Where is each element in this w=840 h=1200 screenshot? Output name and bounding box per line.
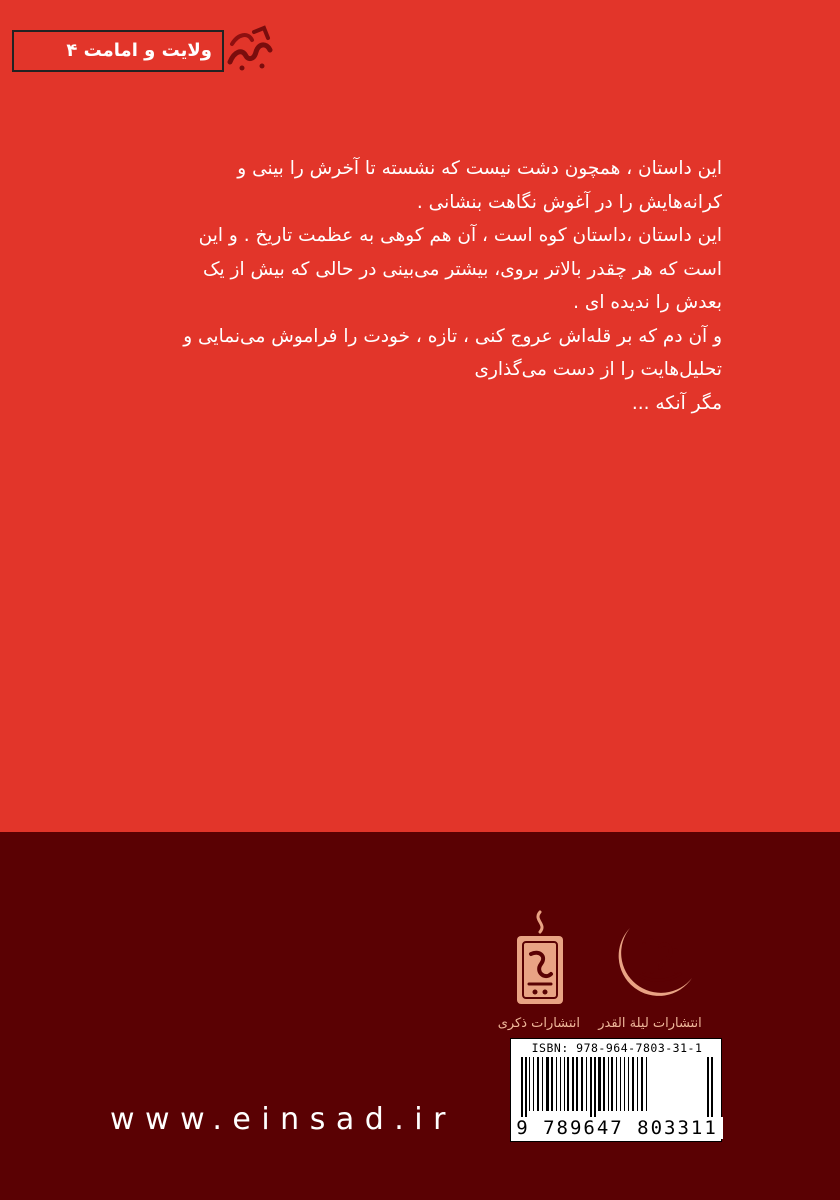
publisher-zekri	[497, 910, 580, 1031]
series-title-bar	[12, 30, 224, 72]
barcode-bar	[586, 1057, 587, 1111]
barcode-bar	[624, 1057, 625, 1111]
barcode-bar	[628, 1057, 629, 1111]
blurb-line: و آن دم که بر قله‌اش عروج کنی ، تازه ، خودت را فراموش می‌نمایی و	[183, 325, 722, 347]
barcode-bar	[581, 1057, 583, 1111]
blurb-text	[132, 152, 722, 420]
barcode-bar	[521, 1057, 523, 1119]
zekri-logo-icon	[511, 910, 569, 1010]
barcode-bar	[590, 1057, 592, 1119]
barcode-bar	[542, 1057, 543, 1111]
barcode-bar	[564, 1057, 565, 1111]
blurb-line: این داستان ، همچون دشت نیست که نشسته تا آخرش را بینی و	[237, 158, 722, 179]
blurb-line: است که هر چقدر بالاتر بروی، بیشتر می‌بینی در حالی که بیش از یک	[202, 258, 722, 280]
publisher-zekri-label: انتشارات ذکری	[497, 1016, 580, 1031]
barcode-bar	[525, 1057, 527, 1119]
blurb-line: مگر آنکه ...	[631, 392, 722, 414]
barcode-bar	[546, 1057, 549, 1111]
barcode-bar	[576, 1057, 578, 1111]
blurb-line: تحلیل‌هایت را از دست می‌گذاری	[474, 359, 722, 380]
barcode-bars	[519, 1057, 715, 1119]
barcode-bar	[608, 1057, 609, 1111]
barcode-bar	[556, 1057, 557, 1111]
cover-bottom-panel	[0, 832, 840, 1200]
barcode-bar	[551, 1057, 553, 1111]
crescent-moon-logo-icon	[600, 920, 700, 1010]
barcode-bar	[637, 1057, 638, 1111]
barcode-bar	[572, 1057, 574, 1111]
isbn-barcode	[510, 1038, 722, 1142]
barcode-bar	[646, 1057, 647, 1111]
barcode-bar	[620, 1057, 621, 1111]
series-title: ولایت و امامت ۴	[66, 40, 212, 61]
ean-digits: 9 789647 803311	[511, 1117, 723, 1139]
barcode-bar	[641, 1057, 643, 1111]
barcode-bar	[598, 1057, 601, 1111]
publisher-laylat	[590, 920, 710, 1031]
calligraphy-logo-icon	[224, 22, 276, 74]
barcode-bar	[611, 1057, 613, 1111]
barcode-bar	[632, 1057, 634, 1111]
publisher-laylat-label: انتشارات لیلة القدر	[598, 1016, 702, 1031]
barcode-bar	[707, 1057, 709, 1119]
barcode-bar	[603, 1057, 605, 1111]
barcode-bar	[567, 1057, 569, 1111]
barcode-bar	[594, 1057, 596, 1119]
barcode-bar	[537, 1057, 539, 1111]
blurb-line: بعدش را ندیده ای .	[573, 292, 722, 313]
barcode-bar	[533, 1057, 534, 1111]
isbn-text: ISBN: 978-964-7803-31-1	[531, 1041, 703, 1055]
barcode-bar	[529, 1057, 530, 1111]
barcode-bar	[711, 1057, 713, 1119]
barcode-bar	[560, 1057, 561, 1111]
blurb-line: این داستان ،داستان کوه است ، آن هم کوهی به عظمت تاریخ . و این	[198, 225, 722, 246]
barcode-bar	[616, 1057, 617, 1111]
blurb-line: کرانه‌هایش را در آغوش نگاهت بنشانی .	[416, 191, 722, 213]
website-url[interactable]: www.einsad.ir	[110, 1102, 456, 1137]
